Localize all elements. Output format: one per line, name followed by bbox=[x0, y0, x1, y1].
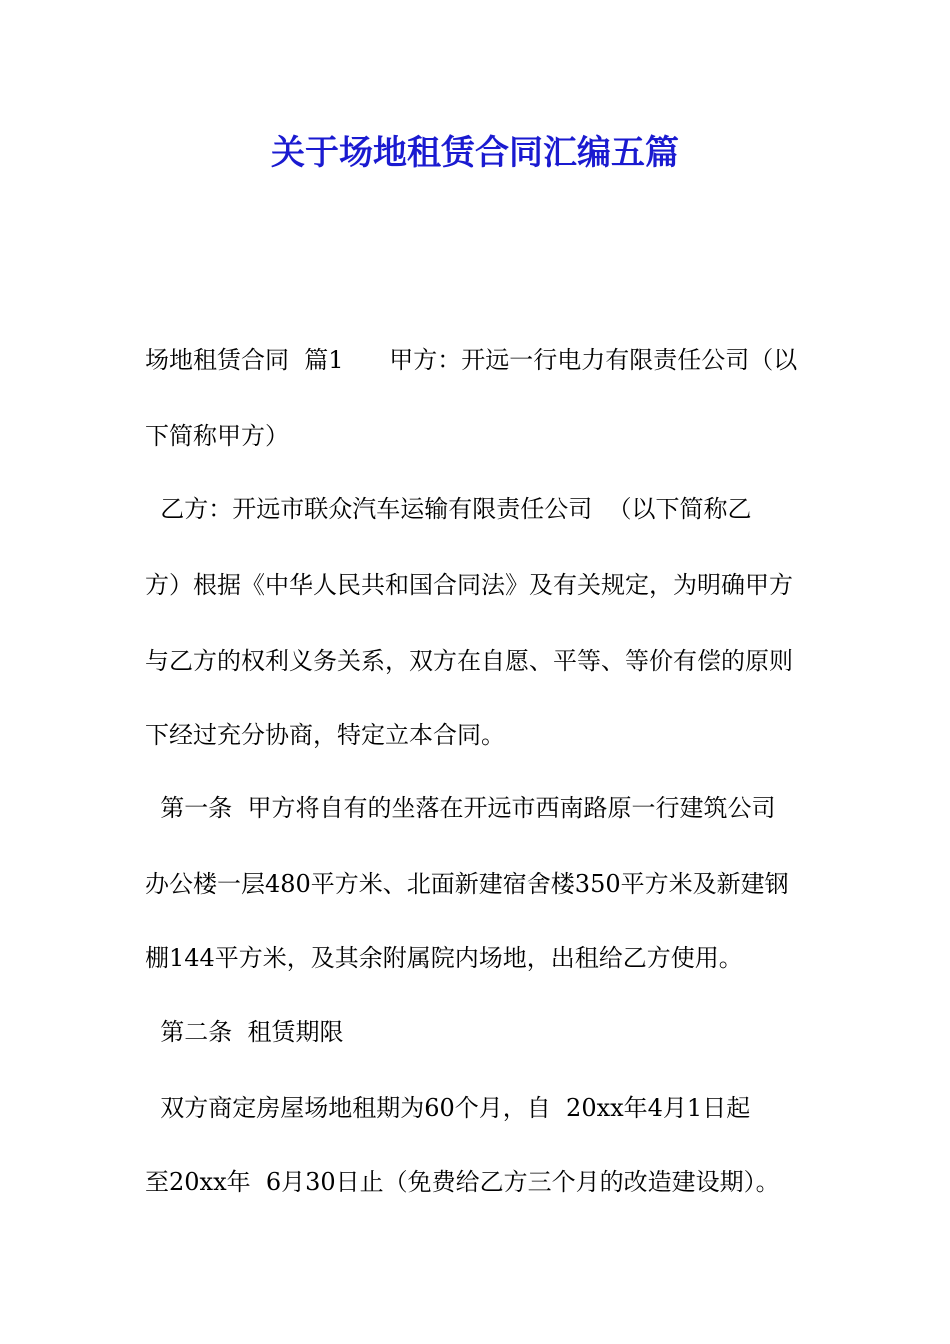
body-line: 与乙方的权利义务关系，双方在自愿、平等、等价有偿的原则 bbox=[145, 647, 793, 675]
body-line: 双方商定房屋场地租期为60个月，自 20xx年4月1日起 bbox=[145, 1094, 751, 1122]
body-line: 办公楼一层480平方米、北面新建宿舍楼350平方米及新建钢 bbox=[145, 870, 789, 898]
document-title: 关于场地租赁合同汇编五篇 bbox=[271, 133, 679, 173]
body-line: 棚144平方米，及其余附属院内场地，出租给乙方使用。 bbox=[145, 944, 743, 972]
body-line: 方）根据《中华人民共和国合同法》及有关规定，为明确甲方 bbox=[145, 571, 793, 599]
body-line: 至20xx年 6月30日止（免费给乙方三个月的改造建设期）。 bbox=[145, 1168, 780, 1196]
body-line: 下简称甲方） bbox=[145, 422, 289, 450]
body-line: 乙方：开远市联众汽车运输有限责任公司 （以下简称乙 bbox=[145, 495, 752, 523]
body-line: 场地租赁合同 篇1 甲方：开远一行电力有限责任公司（以 bbox=[145, 346, 798, 374]
body-line: 第二条 租赁期限 bbox=[145, 1018, 344, 1046]
body-line: 下经过充分协商，特定立本合同。 bbox=[145, 721, 505, 749]
body-line: 第一条 甲方将自有的坐落在开远市西南路原一行建筑公司 bbox=[145, 794, 776, 822]
